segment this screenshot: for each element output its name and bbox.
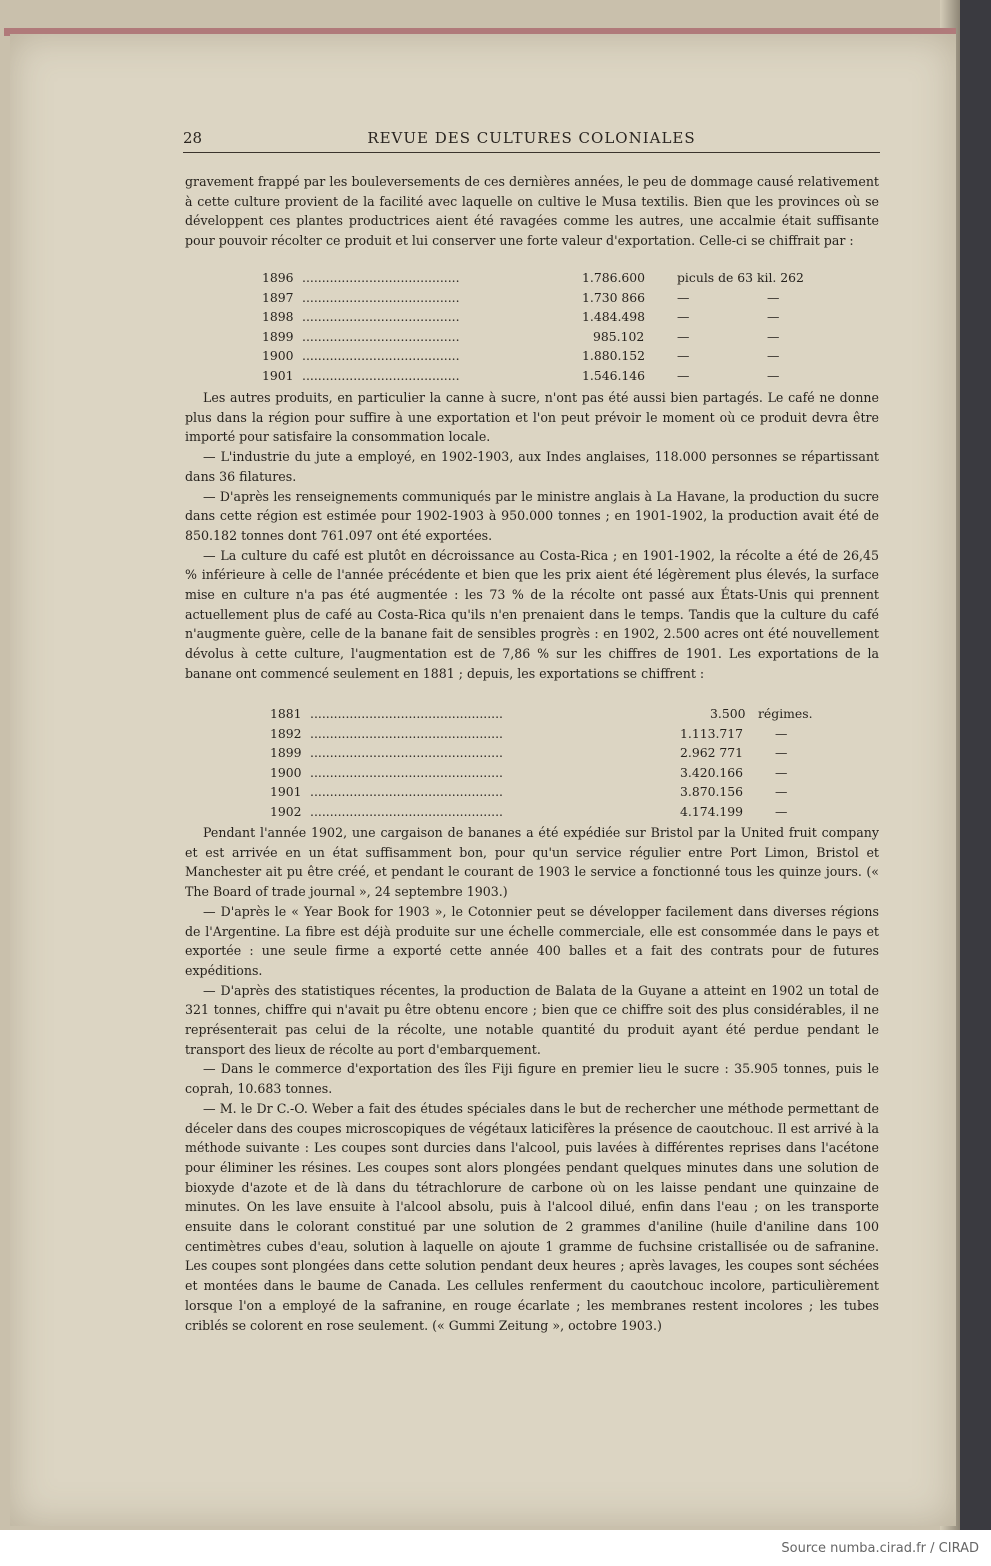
table-row — [270, 745, 830, 765]
table-row — [262, 368, 822, 388]
year-cell: 1881 — [270, 706, 302, 721]
value-cell: 1.546.146 — [582, 367, 646, 383]
year-cell: 1902 — [270, 803, 302, 819]
ditto-mark: — — [767, 367, 780, 383]
paragraph-weber: — M. le Dr C.-O. Weber a fait des études spéciales dans le but de rechercher une méthode permettant de déceler dans des coupes microscopiques de végétaux laticifères la présence de caoutchouc. Il est arrivé à la méthode suivante : Les coupes sont durcies dans l'alcool, puis lavées à différentes reprises dans l'acétone pour éliminer les résines. Les coupes sont alors plongées pendant quelques minutes dans une solution de bioxyde d'azote et de là dans du tétrachlorure de carbone où on les laisse pendant une quinzaine de minutes. On les lave ensuite à l'alcool absolu, puis à l'alcool dilué, enfin dans l'eau ; on les transporte ensuite dans le colorant constitué par une solution de 2 grammes d'aniline (huile d'aniline dans 100 centimètres cubes d'eau, solution à laquelle on ajoute 1 gramme de fuchsine cristallisée ou de safranine. Les coupes sont plongées dans cette solution pendant deux heures ; après lavages, les coupes sont séchées et montées dans le baume de Canada. Les cellules renferment du caoutchouc incolore, particulièrement lorsque l'on a employé de la safranine, en rouge écarlate ; les membranes restent incolores ; les tubes criblés se colorent en rose seulement. (« Gummi Zeitung », octobre 1903.) — [185, 1100, 879, 1333]
header-rule — [183, 152, 880, 153]
table-row — [262, 309, 822, 329]
running-header — [183, 125, 880, 153]
dot-leader: ........................................ — [302, 348, 460, 364]
dot-leader: ........................................ — [302, 309, 460, 325]
paragraph-canne: Les autres produits, en particulier la canne à sucre, n'ont pas été aussi bien partagés. Le café ne donne plus dans la région pour suffire à une exportation et l'on peut prévoir le moment où ce produit devra être importé pour satisfaire la consommation locale. — [185, 390, 879, 445]
paragraph-havane: — D'après les renseignements communiqués par le ministre anglais à La Havane, la production du sucre dans cette région est estimée pour 1902-1903 à 950.000 tonnes ; en 1901-1902, la production avait été de 850.182 tonnes dont 761.097 ont été exportées. — [185, 488, 879, 543]
value-cell: 1.880.152 — [582, 348, 646, 364]
value-cell: 1.786.600 — [582, 270, 646, 285]
table-row — [270, 784, 830, 804]
ditto-mark: — — [775, 784, 788, 800]
ditto-mark: — — [775, 803, 788, 819]
ditto-mark: — — [775, 745, 788, 761]
table-row — [262, 270, 822, 290]
dot-leader: ........................................ — [302, 328, 460, 344]
ditto-mark: — — [677, 348, 690, 364]
table-row — [270, 706, 830, 726]
year-cell: 1900 — [262, 348, 294, 364]
dot-leader: ........................................ — [302, 289, 460, 305]
paragraph-fiji: — Dans le commerce d'exportation des îles Fiji figure en premier lieu le sucre : 35.905 tonnes, puis le coprah, 10.683 tonnes. — [185, 1061, 879, 1097]
dot-leader: ................................................. — [310, 706, 503, 721]
dot-leader: ................................................. — [310, 745, 503, 761]
ditto-mark: — — [767, 348, 780, 364]
text-block-top — [185, 172, 879, 251]
value-cell: 1.730 866 — [582, 289, 646, 305]
ditto-mark: — — [677, 328, 690, 344]
year-cell: 1899 — [270, 745, 302, 761]
year-cell: 1898 — [262, 309, 294, 325]
ditto-mark: — — [677, 367, 690, 383]
value-cell: 3.870.156 — [680, 784, 744, 800]
dot-leader: ................................................. — [310, 725, 503, 741]
paragraph-argentine: — D'après le « Year Book for 1903 », le Cotonnier peut se développer facilement dans diverses régions de l'Argentine. La fibre est déjà produite sur une échelle commerciale, elle est consommée dans le pays et exportée : une seule firme a exporté cette année 400 balles et a fait des contrats pour de futures expéditions. — [185, 903, 879, 978]
value-cell: 4.174.199 — [680, 803, 744, 819]
dot-leader: ........................................ — [302, 367, 460, 383]
year-cell: 1901 — [262, 367, 294, 383]
year-cell: 1901 — [270, 784, 302, 800]
ditto-mark: — — [775, 725, 788, 741]
paragraph-costa-rica: — La culture du café est plutôt en décroissance au Costa-Rica ; en 1901-1902, la récolte a été de 26,45 % inférieure à celle de l'année précédente et bien que les prix aient été légèrement plus élevés, la surface mise en culture n'a pas été augmentée : les 73 % de la récolte ont passé aux États-Unis qui prennent actuellement plus de café au Costa-Rica qu'ils n'en prenaient dans le temps. Tandis que la culture du café n'augmente guère, celle de la banane fait de sensibles progrès : en 1902, 2.500 acres ont été nouvellement dévolus à cette culture, l'augmentation est de 7,86 % sur les chiffres de 1901. Les exportations de la banane ont commencé seulement en 1881 ; depuis, les exportations se chiffrent : — [185, 547, 879, 681]
dot-leader: ................................................. — [310, 803, 503, 819]
ditto-mark: — — [767, 328, 780, 344]
table-row — [270, 726, 830, 746]
value-cell: 2.962 771 — [680, 745, 744, 761]
year-cell: 1900 — [270, 764, 302, 780]
dot-leader: ........................................ — [302, 270, 460, 285]
value-cell: 3.420.166 — [680, 764, 744, 780]
table-row — [262, 329, 822, 349]
table-row — [262, 348, 822, 368]
value-cell: 3.500 — [710, 706, 746, 721]
ditto-mark: — — [767, 309, 780, 325]
paragraph-balata: — D'après des statistiques récentes, la production de Balata de la Guyane a atteint en 1902 un total de 321 tonnes, chiffre qui n'avait pu être obtenu encore ; bien que ce chiffre soit des plus considérables, il ne représenterait pas celui de la récolte, une notable quantité du produit ayant été perdue pendant le transport des lieux de récolte au port d'embarquement. — [185, 982, 879, 1057]
unit-cell: régimes. — [758, 706, 813, 721]
value-cell: 985.102 — [593, 328, 645, 344]
table-row — [270, 765, 830, 785]
ditto-mark: — — [775, 764, 788, 780]
text-block-bottom — [185, 823, 879, 1335]
paragraph-bristol: Pendant l'année 1902, une cargaison de bananes a été expédiée sur Bristol par la United fruit company et est arrivée en un état suffisamment bon, pour qu'un service régulier entre Port Limon, Bristol et Manchester ait pu être créé, et pendant le courant de 1903 le service a fonctionné tous les quinze jours. (« The Board of trade journal », 24 septembre 1903.) — [185, 825, 879, 900]
table-musa-textilis — [262, 270, 822, 388]
table-row — [270, 804, 830, 824]
running-title: REVUE DES CULTURES COLONIALES — [367, 129, 696, 147]
table-row — [262, 290, 822, 310]
source-credit: Source numba.cirad.fr / CIRAD — [781, 1541, 979, 1556]
book-binding-edge — [958, 0, 991, 1530]
paragraph-jute: — L'industrie du jute a employé, en 1902-1903, aux Indes anglaises, 118.000 personnes se répartissant dans 36 filatures. — [185, 449, 879, 484]
year-cell: 1896 — [262, 270, 294, 285]
ditto-mark: — — [677, 309, 690, 325]
year-cell: 1897 — [262, 289, 294, 305]
page-number: 28 — [183, 129, 203, 147]
dot-leader: ................................................. — [310, 784, 503, 800]
ditto-mark: — — [767, 289, 780, 305]
text-block-middle — [185, 388, 879, 684]
dot-leader: ................................................. — [310, 764, 503, 780]
year-cell: 1892 — [270, 725, 302, 741]
unit-cell: piculs de 63 kil. 262 — [677, 270, 804, 285]
value-cell: 1.484.498 — [582, 309, 646, 325]
paragraph-intro: gravement frappé par les bouleversements de ces dernières années, le peu de dommage causé relativement à cette culture provient de la facilité avec laquelle on cultive le Musa textilis. Bien que les provinces où se développent ces plantes productrices aient été ravagées comme les autres, une accalmie était suffisante pour pouvoir récolter ce produit et lui conserver une forte valeur d'exportation. Celle-ci se chiffrait par : — [185, 174, 879, 249]
ditto-mark: — — [677, 289, 690, 305]
value-cell: 1.113.717 — [680, 725, 744, 741]
table-banane — [270, 706, 830, 824]
year-cell: 1899 — [262, 328, 294, 344]
